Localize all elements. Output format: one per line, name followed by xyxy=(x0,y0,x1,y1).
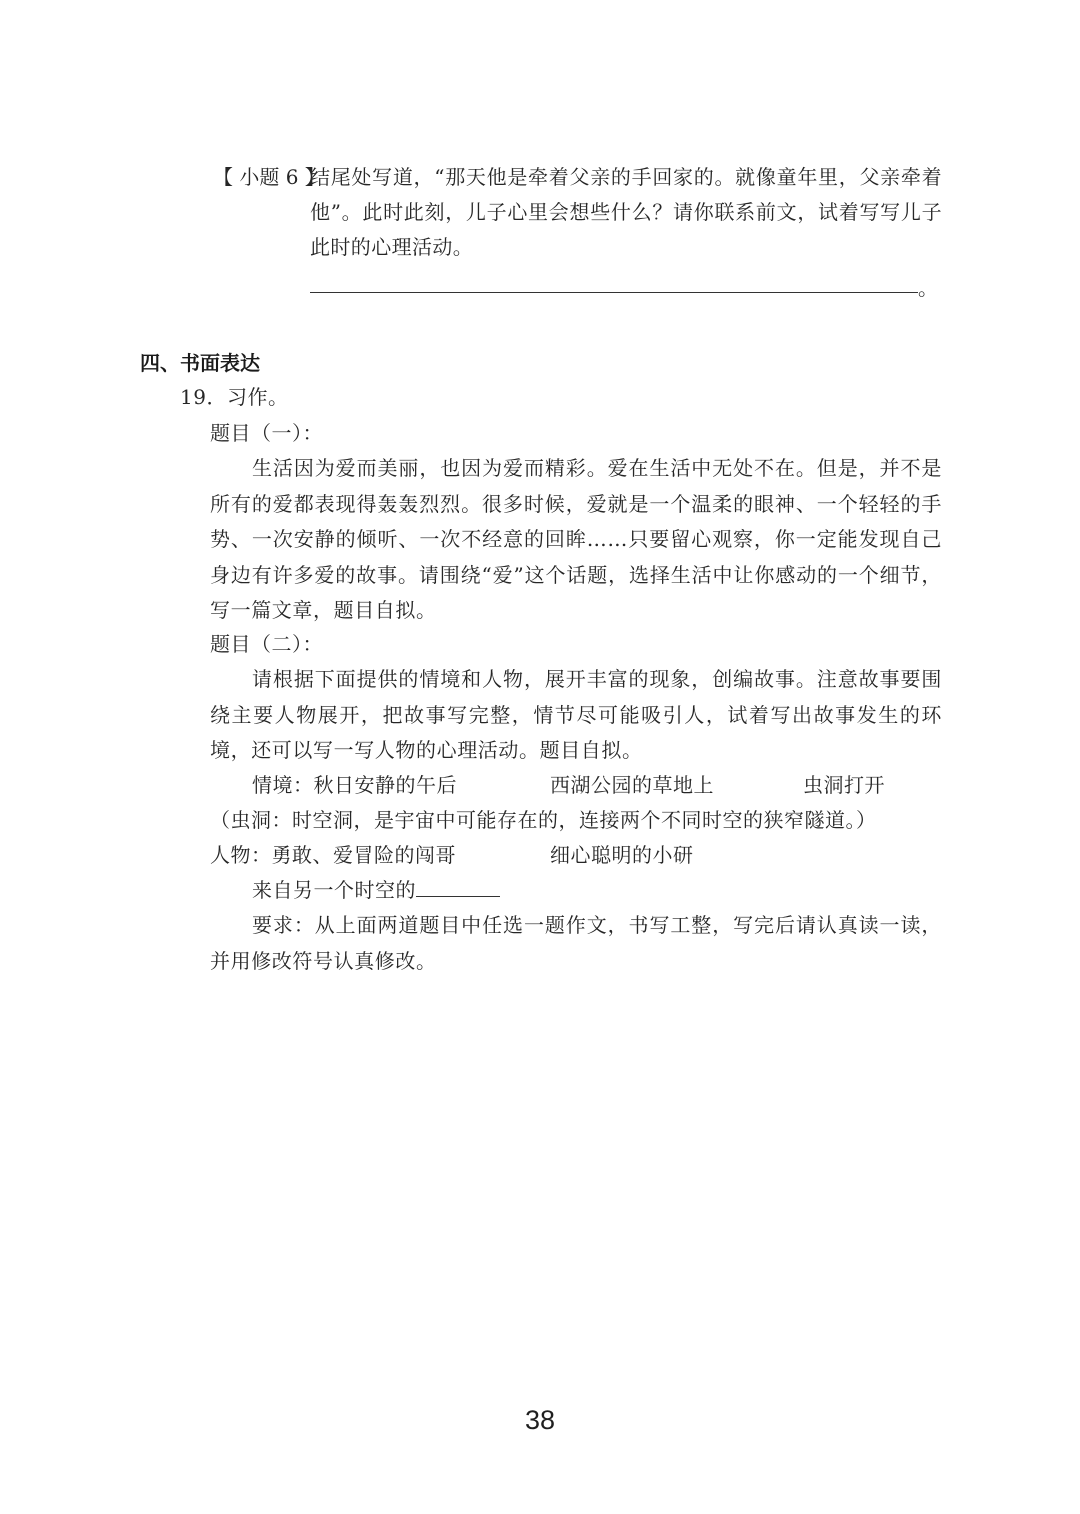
wormhole-note: （虫洞：时空洞，是宇宙中可能存在的，连接两个不同时空的狭窄隧道。） xyxy=(210,808,877,832)
character-extra: 来自另一个时空的 xyxy=(252,878,416,902)
fill-in-blank[interactable] xyxy=(416,874,500,897)
setting-item: 秋日安静的午后 xyxy=(313,773,457,797)
characters-row xyxy=(210,838,456,872)
setting-row xyxy=(252,768,457,802)
answer-line-end-mark: 。 xyxy=(918,276,938,300)
setting-label: 情境： xyxy=(252,773,314,797)
setting-item: 虫洞打开 xyxy=(803,773,885,797)
answer-line[interactable] xyxy=(310,292,918,293)
character-item: 勇敢、爱冒险的闯哥 xyxy=(271,843,456,867)
section-heading: 四、书面表达 xyxy=(140,351,260,375)
topic-one-title: 题目（一）： xyxy=(210,421,323,445)
topic-one-body: 生活因为爱而美丽，也因为爱而精彩。爱在生活中无处不在。但是，并不是所有的爱都表现得轰轰烈烈。很多时候，爱就是一个温柔的眼神、一个轻轻的手势、一次安静的倾听、一次不经意的回眸……只要留心观察，你一定能发现自己身边有许多爱的故事。请围绕“爱”这个话题，选择生活中让你感动的一个细节，写一篇文章，题目自拟。 xyxy=(210,456,942,622)
topic-two-title: 题目（二）： xyxy=(210,632,323,656)
requirement-text: 要求：从上面两道题目中任选一题作文，书写工整，写完后请认真读一读，并用修改符号认真修改。 xyxy=(210,913,942,973)
item-number: 19．习作。 xyxy=(180,385,289,409)
character-item: 细心聪明的小研 xyxy=(550,843,694,867)
characters-label: 人物： xyxy=(210,843,272,867)
character-extra-row xyxy=(252,873,500,907)
setting-item: 西湖公园的草地上 xyxy=(550,773,714,797)
page-number: 38 xyxy=(524,1405,556,1435)
question-label: 【 小题 6 】 xyxy=(213,165,325,189)
topic-two-body: 请根据下面提供的情境和人物，展开丰富的现象，创编故事。注意故事要围绕主要人物展开，把故事写完整，情节尽可能吸引人，试着写出故事发生的环境，还可以写一写人物的心理活动。题目自拟。 xyxy=(210,667,942,762)
question-text: 结尾处写道，“那天他是牵着父亲的手回家的。就像童年里，父亲牵着他”。此时此刻，儿子心里会想些什么？请你联系前文，试着写写儿子此时的心理活动。 xyxy=(310,165,942,259)
